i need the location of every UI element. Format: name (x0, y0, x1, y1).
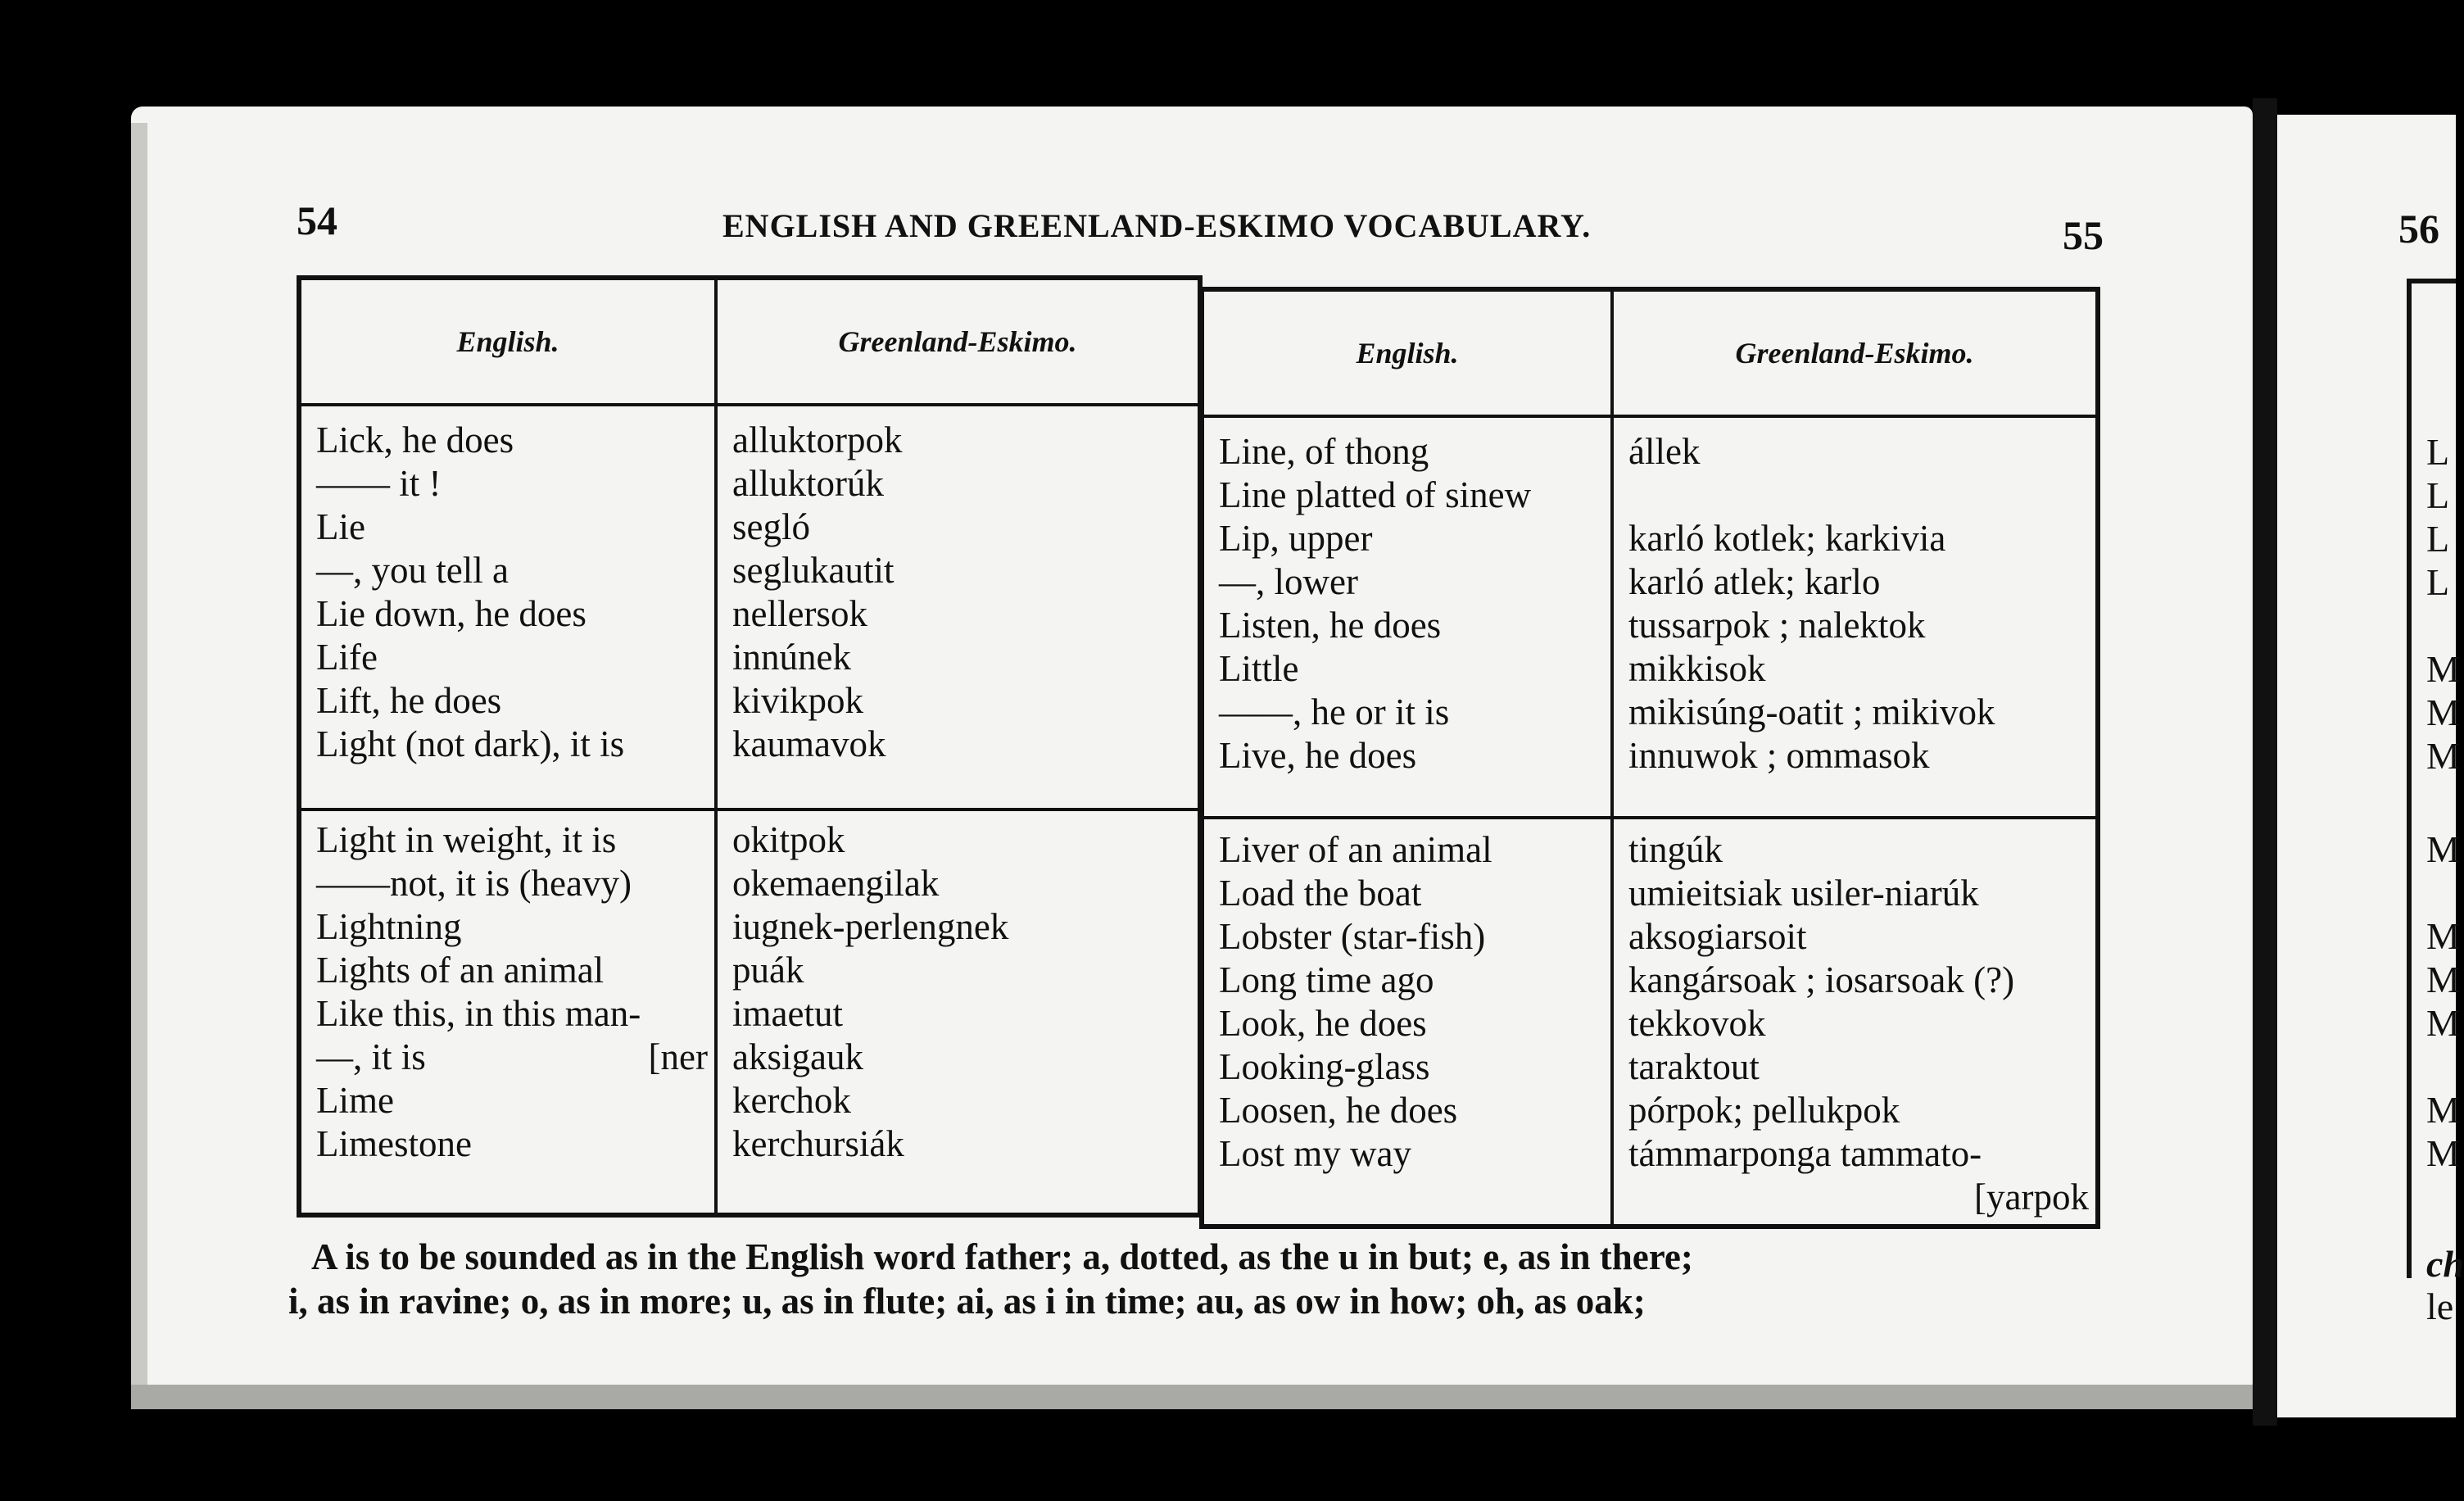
eskimo-entry: alluktorúk (732, 463, 884, 504)
eskimo-entry: aksigauk (732, 1036, 863, 1077)
column-header-eskimo: Greenland-Eskimo. (714, 280, 1198, 406)
english-entry: Limestone (316, 1123, 472, 1164)
english-entry: Lie (316, 506, 365, 547)
page-edge (131, 123, 147, 1401)
eskimo-entry: kangársoak ; iosarsoak (?) (1628, 959, 2015, 1000)
eskimo-entry: seglukautit (732, 550, 895, 591)
english-entry: Lime (316, 1080, 394, 1121)
page-bottom-edge (131, 1385, 2277, 1409)
entry-block (718, 808, 1198, 1213)
eskimo-entry: aksogiarsoit (1628, 916, 1807, 957)
eskimo-entry: kivikpok (732, 680, 864, 721)
entry-block (301, 808, 714, 1213)
eskimo-column-body (1610, 415, 2095, 1224)
eskimo-entry: puák (732, 950, 804, 991)
english-entry: Life (316, 637, 378, 678)
english-entry: Light in weight, it is (316, 819, 617, 860)
eskimo-entry: kerchursiák (732, 1123, 904, 1164)
eskimo-entry: pórpok; pellukpok (1628, 1090, 1900, 1131)
english-entry: Looking-glass (1219, 1046, 1430, 1087)
pronunciation-note-line-2: i, as in ravine; o, as in more; u, as in flute; ai, as i in time; au, as ow in how; oh, as oak; (288, 1281, 1646, 1322)
eskimo-entry: imaetut (732, 993, 843, 1034)
english-column-body (301, 403, 714, 1213)
eskimo-entry: okitpok (732, 819, 845, 860)
english-entry: Liver of an animal (1219, 829, 1492, 870)
next-page-letter: L (2426, 518, 2450, 560)
english-entry: —, it is (316, 1036, 426, 1077)
column-header-eskimo: Greenland-Eskimo. (1610, 292, 2095, 418)
eskimo-entry: innúnek (732, 637, 851, 678)
eskimo-entry: okemaengilak (732, 863, 940, 904)
english-entry: Loosen, he does (1219, 1090, 1458, 1131)
eskimo-entry: innuwok ; ommasok (1628, 735, 1930, 776)
eskimo-column (714, 280, 1198, 1213)
english-entry: Line platted of sinew (1219, 474, 1532, 515)
english-entry: Lick, he does (316, 419, 514, 460)
page-gutter (2253, 98, 2277, 1426)
english-entry: Live, he does (1219, 735, 1417, 776)
column-header-english: English. (301, 280, 714, 406)
running-title: ENGLISH AND GREENLAND-ESKIMO VOCABULARY. (722, 207, 1592, 244)
entry-block (1204, 415, 1610, 816)
eskimo-entry: tingúk (1628, 829, 1723, 870)
english-entry: —, you tell a (316, 550, 509, 591)
entry-block (1614, 816, 2095, 1224)
english-entry: Like this, in this man- (316, 993, 641, 1034)
eskimo-entry: mikisúng-oatit ; mikivok (1628, 692, 1995, 732)
column-header-english: English. (1204, 292, 1610, 418)
next-page-letter: M (2426, 959, 2460, 1000)
english-entry: Lost my way (1219, 1133, 1411, 1174)
eskimo-entry: iugnek-perlengnek (732, 906, 1009, 947)
english-column-body (1204, 415, 1610, 1224)
eskimo-entry: tussarpok ; nalektok (1628, 605, 1926, 646)
pronunciation-note-line-1: A is to be sounded as in the English word father; a, dotted, as the u in but; e, as in there; (311, 1236, 1693, 1277)
eskimo-entry: taraktout (1628, 1046, 1760, 1087)
english-entry: —, lower (1219, 561, 1358, 602)
english-entry: Lie down, he does (316, 593, 587, 634)
english-entry: —— it ! (316, 463, 442, 504)
eskimo-entry: karló atlek; karlo (1628, 561, 1881, 602)
eskimo-entry: tekkovok (1628, 1003, 1766, 1044)
next-page-letter: L (2426, 561, 2450, 603)
next-page-fragment-text: ch (2426, 1243, 2464, 1285)
vocabulary-table-left (297, 275, 1203, 1218)
next-page-fragment-text: le (2426, 1286, 2454, 1327)
next-page-letter: M (2426, 648, 2460, 690)
eskimo-entry-continuation: [yarpok (1974, 1177, 2089, 1218)
eskimo-column (1610, 292, 2095, 1224)
next-page-letter: M (2426, 828, 2460, 870)
eskimo-entry: állek (1628, 431, 1701, 472)
eskimo-entry: kerchok (732, 1080, 851, 1121)
english-entry-continuation: [ner (648, 1036, 708, 1077)
english-entry: Listen, he does (1219, 605, 1442, 646)
english-entry: Lobster (star-fish) (1219, 916, 1486, 957)
eskimo-entry: karló kotlek; karkivia (1628, 518, 1946, 559)
next-page-number: 56 (2398, 206, 2439, 252)
next-page-letter: M (2426, 1089, 2460, 1131)
vocabulary-table-right (1199, 287, 2100, 1229)
entry-block (718, 403, 1198, 808)
eskimo-entry: támmarponga tammato- (1628, 1133, 1982, 1174)
next-page-letter: L (2426, 474, 2450, 516)
next-page-letter: M (2426, 735, 2460, 777)
english-entry: ——, he or it is (1219, 692, 1450, 732)
right-page-number: 55 (2063, 212, 2104, 258)
left-page-number: 54 (297, 197, 337, 243)
eskimo-entry: umieitsiak usiler-niarúk (1628, 873, 1979, 914)
entry-block (1614, 415, 2095, 816)
english-entry: Lights of an animal (316, 950, 605, 991)
english-entry: ——not, it is (heavy) (316, 863, 632, 904)
eskimo-entry: nellersok (732, 593, 867, 634)
eskimo-entry: mikkisok (1628, 648, 1766, 689)
entry-block (1204, 816, 1610, 1224)
next-page-letter: M (2426, 915, 2460, 957)
english-entry: Light (not dark), it is (316, 723, 625, 764)
english-entry: Lip, upper (1219, 518, 1373, 559)
eskimo-column-body (714, 403, 1198, 1213)
entry-block (301, 403, 714, 808)
english-entry: Load the boat (1219, 873, 1422, 914)
english-column (301, 280, 714, 1213)
eskimo-entry: segló (732, 506, 810, 547)
english-column (1204, 292, 1610, 1224)
english-entry: Line, of thong (1219, 431, 1429, 472)
english-entry: Look, he does (1219, 1003, 1427, 1044)
next-page-letter: M (2426, 1132, 2460, 1174)
next-page-letter: M (2426, 1002, 2460, 1044)
english-entry: Long time ago (1219, 959, 1434, 1000)
eskimo-entry: kaumavok (732, 723, 886, 764)
eskimo-entry: alluktorpok (732, 419, 903, 460)
english-entry: Lightning (316, 906, 462, 947)
next-page-letter: M (2426, 692, 2460, 733)
next-page-letter: L (2426, 431, 2450, 473)
english-entry: Little (1219, 648, 1299, 689)
english-entry: Lift, he does (316, 680, 502, 721)
